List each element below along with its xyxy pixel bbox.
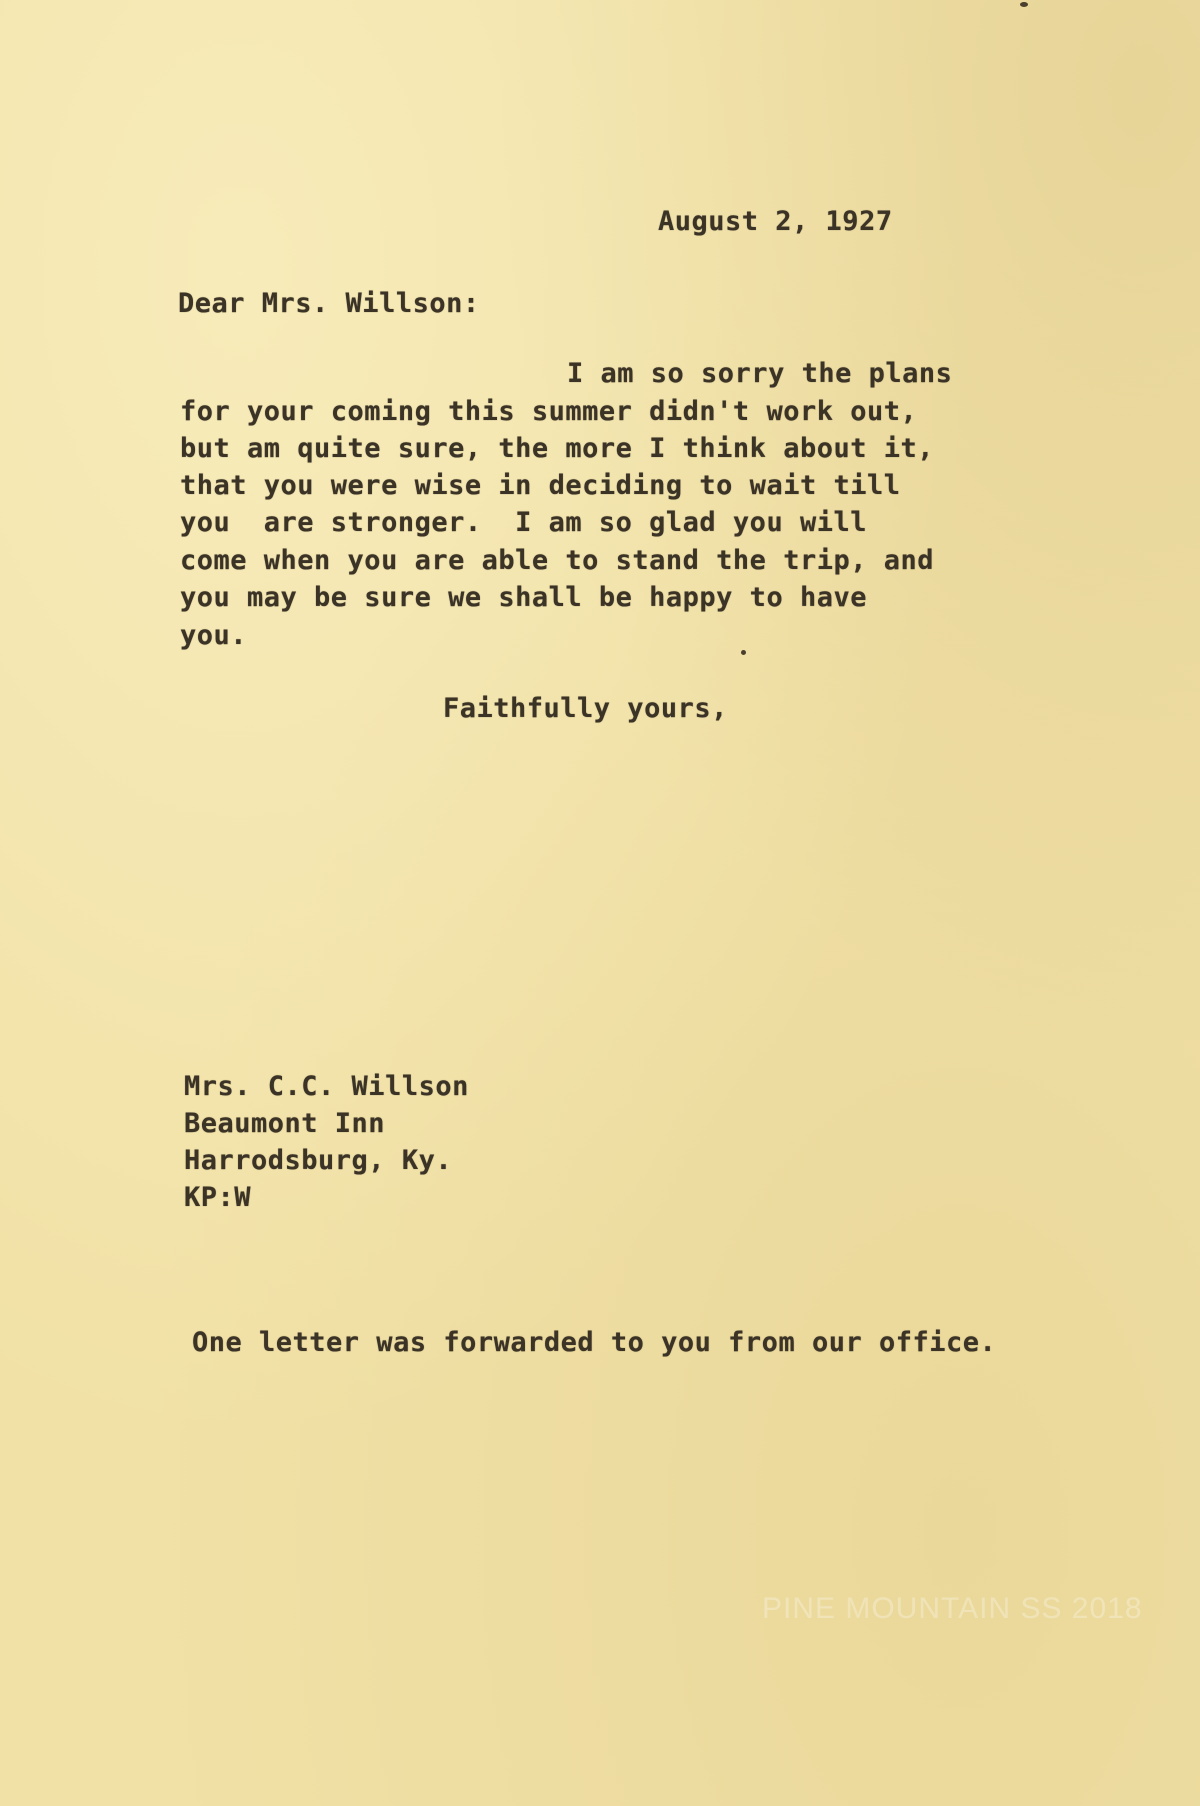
ink-speck (1020, 2, 1028, 7)
watermark: PINE MOUNTAIN SS 2018 (762, 1592, 1143, 1625)
address-line: Mrs. C.C. Willson (184, 1071, 469, 1102)
body-line: you may be sure we shall be happy to have (180, 582, 867, 613)
address-line: Harrodsburg, Ky. (184, 1145, 453, 1176)
body-line: you. (180, 620, 248, 651)
body-line: but am quite sure, the more I think about it, (180, 433, 934, 464)
address-line: Beaumont Inn (184, 1108, 386, 1139)
body-line: I am so sorry the plans (567, 358, 953, 389)
body-line: that you were wise in deciding to wait till (180, 470, 901, 501)
ink-speck (741, 650, 746, 655)
body-line: you are stronger. I am so glad you will (180, 507, 867, 538)
closing: Faithfully yours, (443, 693, 728, 724)
salutation: Dear Mrs. Willson: (178, 288, 480, 319)
body-line: come when you are able to stand the trip, and (180, 545, 934, 576)
address-line: KP:W (184, 1182, 252, 1213)
postscript: One letter was forwarded to you from our office. (192, 1327, 997, 1358)
letter-date: August 2, 1927 (658, 206, 893, 237)
body-line: for your coming this summer didn't work out, (180, 396, 918, 427)
